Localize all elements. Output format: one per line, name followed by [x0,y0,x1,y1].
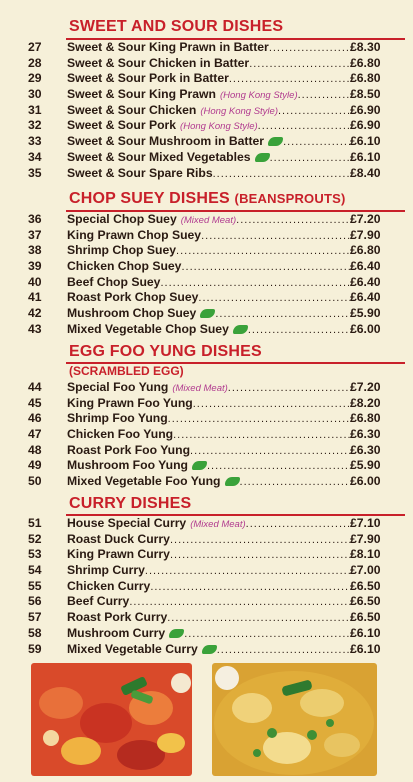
leaf-icon [233,325,248,334]
item-name: King Prawn Chop Suey [67,227,202,242]
leaf-icon [255,153,270,162]
menu-item [0,458,413,474]
item-number: 42 [28,306,42,321]
menu-item [0,103,413,119]
menu-item [0,56,413,72]
item-name: Beef Chop Suey [67,274,161,289]
item-name: Mixed Vegetable Foo Yung [67,474,221,489]
item-note: (Mixed Meat) [190,519,246,530]
menu-item [0,380,413,396]
dot-leader [217,643,350,659]
dot-leader [176,244,350,260]
item-number: 45 [28,395,42,410]
dot-leader [229,72,350,88]
dot-leader [168,412,350,428]
item-price: £6.40 [350,290,381,305]
item-name: Chicken Chop Suey [67,259,182,274]
item-name: Special Foo Yung [67,380,169,394]
item-price: £7.00 [350,563,381,578]
item-price: £8.30 [350,40,381,54]
item-name: House Special Curry [67,516,187,530]
item-note: (Mixed Meat) [172,383,228,394]
item-number: 38 [28,243,42,258]
item-number: 47 [28,427,42,442]
leaf-icon [268,137,283,146]
item-note: (Mixed Meat) [180,215,237,226]
item-number: 56 [28,594,42,609]
section-title [69,495,191,513]
item-number: 57 [28,610,42,625]
item-note: (Hong Kong Style) [200,105,278,117]
menu-list [0,380,413,490]
item-price: £6.50 [350,610,381,625]
item-price: £8.10 [350,547,381,562]
curry-photo [212,663,377,776]
menu-item [0,594,413,610]
leaf-icon [192,461,207,470]
section-title [69,343,262,361]
item-number: 52 [28,531,42,546]
dot-leader [240,475,350,491]
item-name: Sweet & Sour Pork in Batter [67,71,229,86]
dot-leader [145,564,350,580]
item-name: Roast Pork Foo Yung [67,442,191,457]
item-price: £6.10 [350,134,381,149]
menu-item [0,642,413,658]
sweet-and-sour-photo [31,663,192,776]
dot-leader [283,135,350,151]
item-price: £7.90 [350,531,381,546]
item-name: Special Chop Suey [67,212,177,226]
item-number: 35 [28,165,42,180]
item-name: Chicken Curry [67,578,151,593]
item-price: £6.90 [350,102,381,117]
item-number: 32 [28,118,42,133]
dot-leader [173,428,350,444]
item-name: Sweet & Sour Chicken in Batter [67,55,250,70]
item-name: Mixed Vegetable Curry [67,641,198,656]
item-price: £5.90 [350,458,381,473]
item-number: 34 [28,149,42,164]
dot-leader [181,260,350,276]
dot-leader [269,41,350,57]
item-number: 29 [28,71,42,86]
item-price: £6.80 [350,71,381,86]
menu-list [0,212,413,338]
item-price: £6.50 [350,594,381,609]
dot-leader [215,307,350,323]
menu-item [0,306,413,322]
item-name: Shrimp Curry [67,563,145,578]
item-number: 48 [28,442,42,457]
dot-leader [190,444,350,460]
dot-leader [249,57,350,73]
dot-leader [170,548,350,564]
item-name: King Prawn Foo Yung [67,395,193,410]
item-note: (Hong Kong Style) [219,90,298,102]
menu-item [0,118,413,134]
item-name: Sweet & Sour Pork [67,118,177,133]
item-price: £8.50 [350,87,381,102]
item-name: Sweet & Sour Mushroom in Batter [67,134,265,149]
menu-item [0,411,413,427]
item-name: Sweet & Sour King Prawn in Batter [67,40,269,54]
menu-list [0,40,413,181]
item-name: Sweet & Sour King Prawn [67,87,216,102]
item-number: 43 [28,321,42,336]
menu-item [0,532,413,548]
dot-leader [258,119,350,135]
item-price: £6.10 [350,625,381,640]
item-number: 39 [28,259,42,274]
leaf-icon [200,309,215,318]
item-name: Roast Pork Curry [67,610,168,625]
item-number: 31 [28,102,42,117]
item-name: Roast Duck Curry [67,531,170,546]
dot-leader [129,595,350,611]
item-price: £6.50 [350,578,381,593]
dot-leader [167,611,350,627]
item-price: £6.40 [350,274,381,289]
dot-leader [201,229,350,245]
item-number: 36 [28,212,42,226]
item-number: 37 [28,227,42,242]
item-price: £7.90 [350,227,381,242]
dot-leader [236,213,350,229]
item-number: 33 [28,134,42,149]
dot-leader [248,323,350,339]
menu-item [0,579,413,595]
menu-item [0,228,413,244]
item-name: Sweet & Sour Chicken [67,102,197,117]
menu-item [0,134,413,150]
item-name: Sweet & Sour Spare Ribs [67,165,213,180]
item-name: Sweet & Sour Mixed Vegetables [67,149,251,164]
section-subtitle: (SCRAMBLED EGG) [69,364,184,378]
item-price: £6.30 [350,427,381,442]
menu-item [0,87,413,103]
menu-item [0,71,413,87]
menu-item [0,243,413,259]
item-number: 44 [28,380,42,394]
item-number: 50 [28,474,42,489]
item-price: £8.40 [350,165,381,180]
menu-item [0,40,413,56]
menu-item [0,443,413,459]
menu-item [0,322,413,338]
item-number: 30 [28,87,42,102]
section-title-text: CHOP SUEY DISHES [69,190,230,207]
item-price: £6.90 [350,118,381,133]
item-name: Mixed Vegetable Chop Suey [67,321,229,336]
item-name: Mushroom Curry [67,625,166,640]
menu-item [0,275,413,291]
dot-leader [270,151,350,167]
item-number: 58 [28,625,42,640]
menu-item [0,474,413,490]
item-number: 53 [28,547,42,562]
dot-leader [298,88,350,104]
menu-item [0,166,413,182]
menu-item [0,290,413,306]
section-title-note: (BEANSPROUTS) [234,191,346,206]
item-name: Roast Pork Chop Suey [67,290,199,305]
item-price: £5.90 [350,306,381,321]
dot-leader [160,276,350,292]
section-title [69,190,345,208]
section-title-text: EGG FOO YUNG DISHES [69,343,262,360]
item-price: £6.00 [350,474,381,489]
item-price: £6.00 [350,321,381,336]
menu-item [0,516,413,532]
item-name: Shrimp Chop Suey [67,243,177,258]
menu-item [0,626,413,642]
section-title-text: SWEET AND SOUR DISHES [69,18,284,35]
dot-leader [228,381,350,397]
menu-item [0,259,413,275]
item-number: 49 [28,458,42,473]
item-name: Shrimp Foo Yung [67,411,168,426]
item-number: 28 [28,55,42,70]
item-price: £7.10 [350,516,381,530]
dot-leader [150,580,350,596]
leaf-icon [169,629,184,638]
section-title-text: CURRY DISHES [69,495,192,512]
item-price: £7.20 [350,212,381,226]
menu-item [0,610,413,626]
dot-leader [198,291,350,307]
item-price: £6.10 [350,149,381,164]
item-number: 59 [28,641,42,656]
menu-item [0,547,413,563]
dot-leader [213,167,350,183]
dot-leader [184,627,350,643]
leaf-icon [225,477,240,486]
item-number: 27 [28,40,42,54]
item-price: £6.40 [350,259,381,274]
dot-leader [207,459,350,475]
menu-item [0,427,413,443]
leaf-icon [202,645,217,654]
dot-leader [193,397,350,413]
item-price: £6.80 [350,55,381,70]
item-name: King Prawn Curry [67,547,170,562]
item-price: £7.20 [350,380,381,394]
item-name: Chicken Foo Yung [67,427,174,442]
dot-leader [278,104,350,120]
menu-item [0,563,413,579]
menu-list [0,516,413,657]
food-photos [31,663,377,776]
item-price: £6.80 [350,243,381,258]
section-title [69,18,283,36]
item-number: 54 [28,563,42,578]
dot-leader [170,533,350,549]
item-number: 41 [28,290,42,305]
item-number: 55 [28,578,42,593]
menu-item [0,150,413,166]
item-price: £6.10 [350,641,381,656]
item-number: 46 [28,411,42,426]
item-name: Beef Curry [67,594,130,609]
item-note: (Hong Kong Style) [180,121,258,133]
dot-leader [246,517,350,533]
item-number: 40 [28,274,42,289]
item-name: Mushroom Foo Yung [67,458,188,473]
item-name: Mushroom Chop Suey [67,306,197,321]
item-price: £6.30 [350,442,381,457]
menu-item [0,212,413,228]
item-price: £6.80 [350,411,381,426]
menu-item [0,396,413,412]
item-number: 51 [28,516,42,530]
item-price: £8.20 [350,395,381,410]
